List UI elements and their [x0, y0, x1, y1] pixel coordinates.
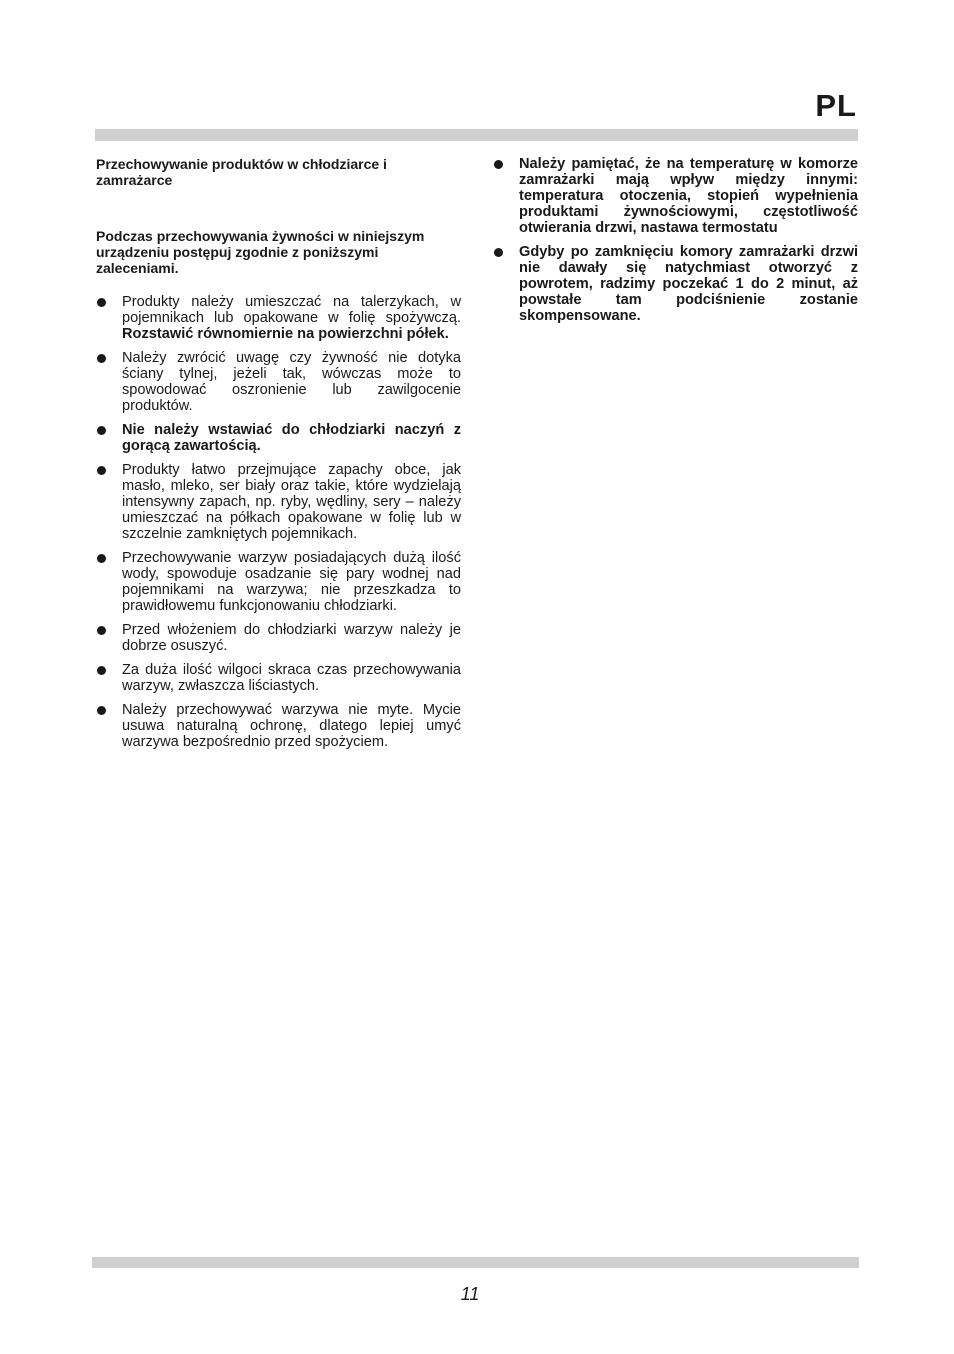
item-text: Należy przechowywać warzywa nie myte. Mycie usuwa naturalną ochronę, dlatego lepiej umyć warzywa bezpośrednio przed spożyciem.	[122, 702, 461, 750]
right-column	[493, 156, 858, 332]
item-text: Należy zwrócić uwagę czy żywność nie dotyka ściany tylnej, jeżeli tak, wówczas może to spowodować oszronienie lub zawilgocenie produktów.	[122, 350, 461, 414]
section-title: Przechowywanie produktów w chłodziarce i zamrażarce	[96, 156, 387, 188]
item-text: Za duża ilość wilgoci skraca czas przechowywania warzyw, zwłaszcza liściastych.	[122, 662, 461, 694]
list-item: Gdyby po zamknięciu komory zamrażarki drzwi nie dawały się natychmiast otworzyć z powrotem, radzimy poczekać 1 do 2 minut, aż powstałe tam podciśnienie zostanie skompensowane.	[493, 244, 858, 324]
item-text: Przechowywanie warzyw posiadających dużą ilość wody, spowoduje osadzanie się pary wodnej nad pojemnikami na warzywa; nie przeszkadza to prawidłowemu funkcjonowaniu chłodziarki.	[122, 550, 461, 614]
item-text: Produkty łatwo przejmujące zapachy obce, jak masło, mleko, ser biały oraz takie, które wydzielają intensywny zapach, np. ryby, wędliny, sery – należy umieszczać na półkach opakowane w folię lub w szczelnie zamkniętych pojemnikach.	[122, 462, 461, 542]
list-item: Należy pamiętać, że na temperaturę w komorze zamrażarki mają wpływ między innymi: temperatura otoczenia, stopień wypełnienia produktami żywnościowymi, częstotliwość otwierania drzwi, nastawa termostatu	[493, 156, 858, 236]
item-text: Produkty należy umieszczać na talerzykach, w pojemnikach lub opakowane w folię spożywczą.	[122, 294, 461, 326]
recommendation-list	[96, 294, 461, 750]
list-item	[96, 350, 461, 414]
header-divider-bar	[95, 129, 858, 141]
footer-divider-bar	[92, 1257, 859, 1268]
list-item	[96, 422, 461, 454]
item-text-bold: Rozstawić równomiernie na powierzchni półek.	[122, 326, 449, 342]
item-text-bold: Nie należy wstawiać do chłodziarki naczyń z gorącą zawartością.	[122, 422, 461, 454]
freezer-notes-list	[493, 156, 858, 324]
list-item	[96, 702, 461, 750]
list-item	[96, 622, 461, 654]
section-intro: Podczas przechowywania żywności w niniejszym urządzeniu postępuj zgodnie z poniższymi zaleceniami.	[96, 228, 425, 276]
list-item	[96, 294, 461, 342]
page-number: 11	[460, 1284, 480, 1304]
item-text: Przed włożeniem do chłodziarki warzyw należy je dobrze osuszyć.	[122, 622, 461, 654]
left-column	[96, 156, 461, 758]
list-item	[96, 662, 461, 694]
language-code: PL	[815, 88, 857, 123]
list-item	[96, 462, 461, 542]
list-item	[96, 550, 461, 614]
